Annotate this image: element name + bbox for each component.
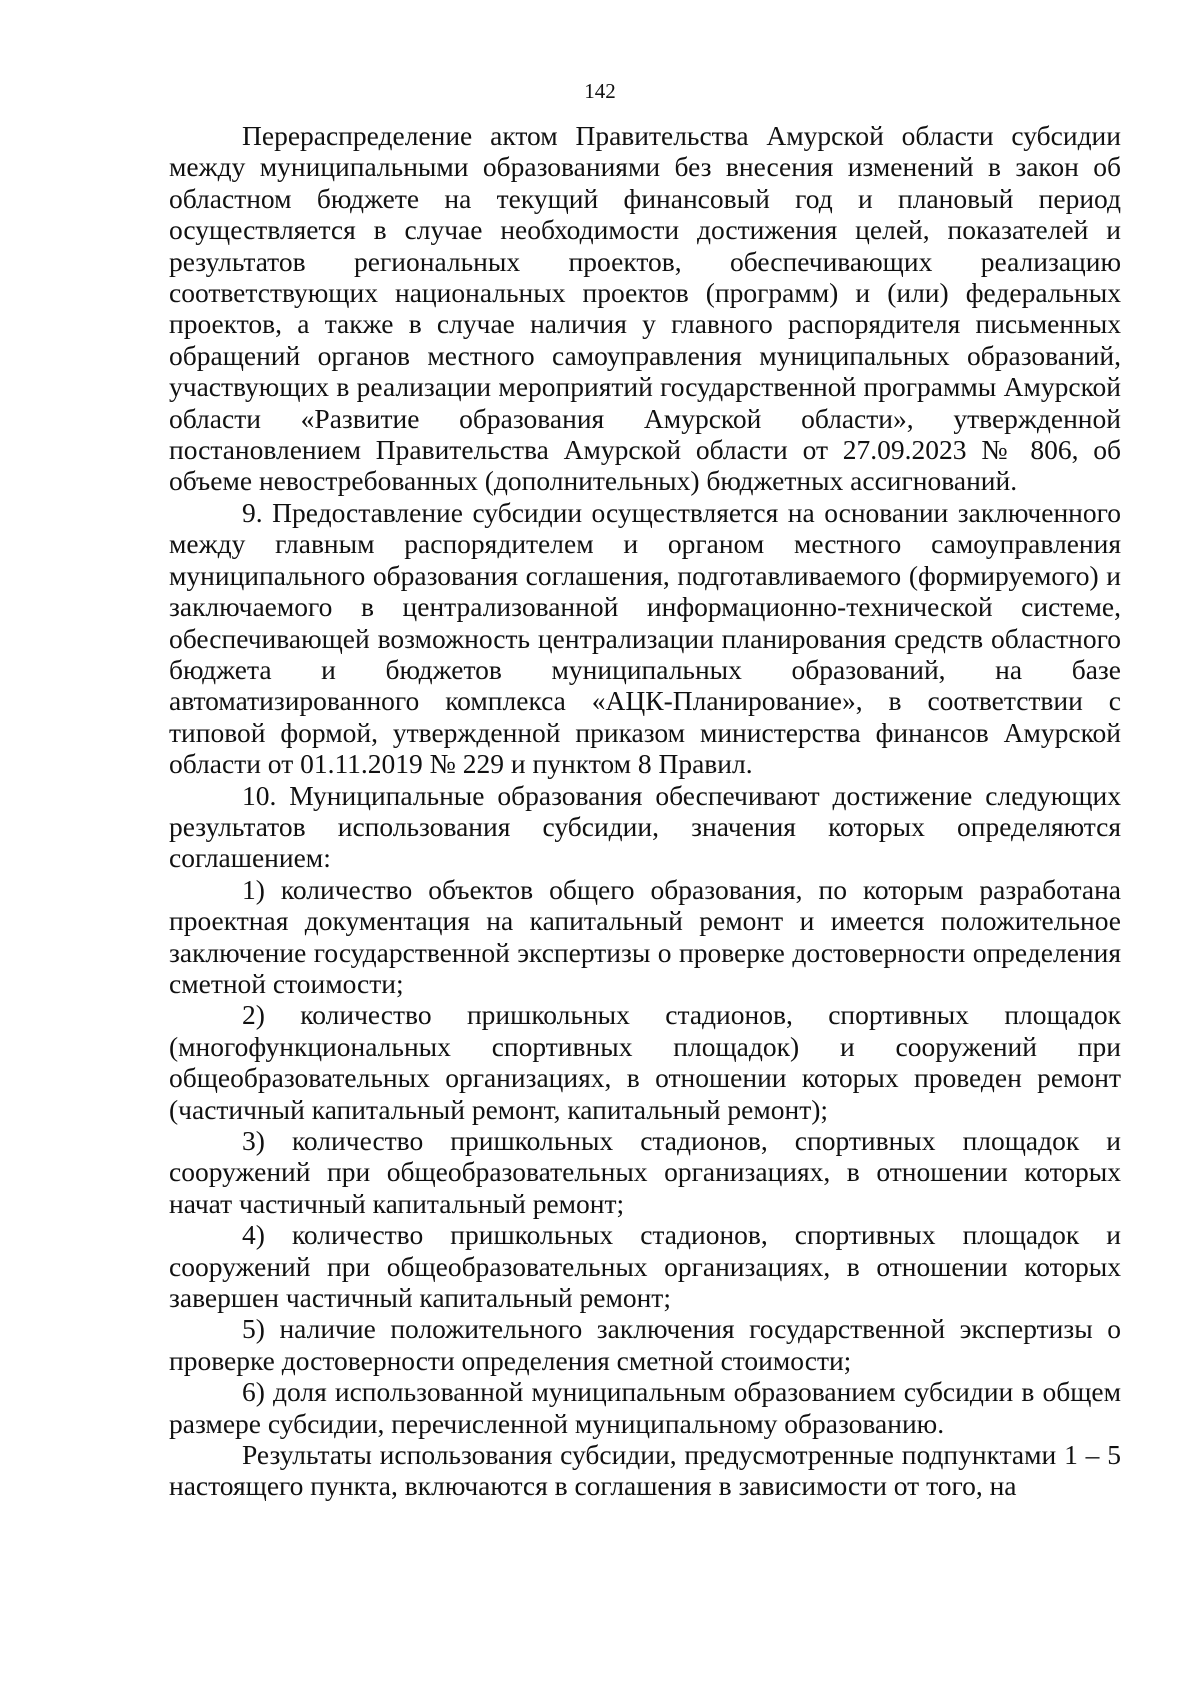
subitem-4: 4) количество пришкольных стадионов, спортивных площадок и сооружений при общеобразовательных организациях, в отношении которых завершен частичный капитальный ремонт; (169, 1219, 1121, 1314)
paragraph-results: Результаты использования субсидии, предусмотренные подпунктами 1 – 5 настоящего пункта, включаются в соглашения в зависимости от того, на (169, 1439, 1121, 1502)
page-number: 142 (584, 79, 616, 103)
paragraph-item-10: 10. Муниципальные образования обеспечивают достижение следующих результатов использования субсидии, значения которых определяются соглашением: (169, 779, 1121, 874)
subitem-5: 5) наличие положительного заключения государственной экспертизы о проверке достоверности определения сметной стоимости; (169, 1313, 1121, 1376)
subitem-1: 1) количество объектов общего образования, по которым разработана проектная документация на капитальный ремонт и имеется положительное заключение государственной экспертизы о проверке достоверности определения сметной стоимости; (169, 873, 1121, 999)
subitem-2: 2) количество пришкольных стадионов, спортивных площадок (многофункциональных спортивных площадок) и сооружений при общеобразовательных организациях, в отношении которых проведен ремонт (частичный капитальный ремонт, капитальный ремонт); (169, 999, 1121, 1125)
paragraph-redistribution: Перераспределение актом Правительства Амурской области субсидии между муниципальными образованиями без внесения изменений в закон об областном бюджете на текущий финансовый год и плановый период осуществляется в случае необходимости достижения целей, показателей и результатов региональных проектов, обеспечивающих реализацию соответствующих национальных проектов (программ) и (или) федеральных проектов, а также в случае наличия у главного распорядителя письменных обращений органов местного самоуправления муниципальных образований, участвующих в реализации мероприятий государственной программы Амурской области «Развитие образования Амурской области», утвержденной постановлением Правительства Амурской области от 27.09.2023 № 806, об объеме невостребованных (дополнительных) бюджетных ассигнований. (169, 120, 1121, 497)
document-body (169, 120, 1121, 1502)
subitem-6: 6) доля использованной муниципальным образованием субсидии в общем размере субсидии, перечисленной муниципальному образованию. (169, 1376, 1121, 1439)
subitem-3: 3) количество пришкольных стадионов, спортивных площадок и сооружений при общеобразовательных организациях, в отношении которых начат частичный капитальный ремонт; (169, 1125, 1121, 1219)
paragraph-item-9: 9. Предоставление субсидии осуществляется на основании заключенного между главным распорядителем и органом местного самоуправления муниципального образования соглашения, подготавливаемого (формируемого) и заключаемого в централизованной информационно-технической системе, обеспечивающей возможность централизации планирования средств областного бюджета и бюджетов муниципальных образований, на базе автоматизированного комплекса «АЦК-Планирование», в соответствии с типовой формой, утвержденной приказом министерства финансов Амурской области от 01.11.2019 № 229 и пунктом 8 Правил. (169, 496, 1121, 780)
